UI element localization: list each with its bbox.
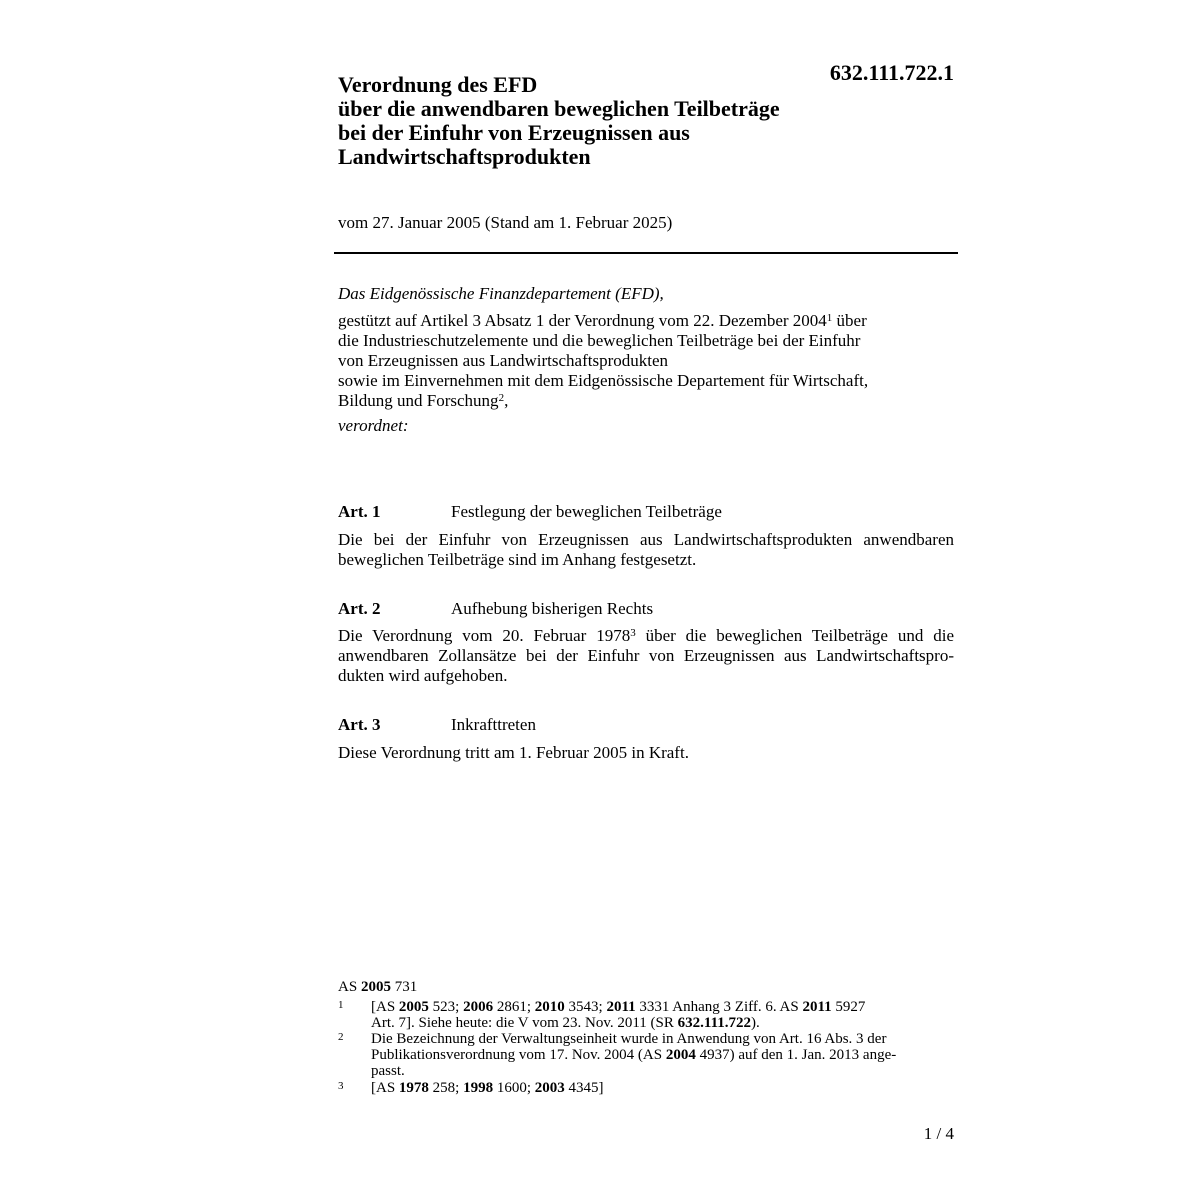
header-divider	[334, 252, 958, 254]
article-title: Inkrafttreten	[451, 715, 536, 734]
as-reference: AS 2005 731	[338, 979, 418, 995]
article-title: Festlegung der beweglichen Teilbeträge	[451, 502, 722, 521]
footnote-1	[338, 999, 954, 1031]
document-title	[338, 73, 898, 169]
preamble	[338, 311, 958, 411]
article-title: Aufhebung bisherigen Rechts	[451, 599, 654, 618]
footnote-line: passt.	[371, 1063, 405, 1079]
footnote-line: [AS 1978 258; 1998 1600; 2003 4345]	[371, 1080, 604, 1096]
article-1-body	[338, 530, 954, 570]
title-line: über die anwendbaren beweglichen Teilbeträge	[338, 96, 780, 121]
footnote-ref-3[interactable]: 3	[630, 627, 636, 639]
article-2-body	[338, 626, 954, 686]
footnote-3	[338, 1080, 954, 1096]
issuing-authority: Das Eidgenössische Finanzdepartement (EFD),	[338, 284, 664, 303]
footnote-line: Die Bezeichnung der Verwaltungseinheit wurde in Anwendung von Art. 16 Abs. 3 der	[371, 1031, 887, 1047]
preamble-line: gestützt auf Artikel 3 Absatz 1 der Verordnung vom 22. Dezember 2004$^1$ über	[338, 311, 867, 330]
page-number: 1 / 4	[923, 1124, 954, 1143]
footnote-ref-2[interactable]: 2	[498, 392, 505, 404]
sr-number: 632.111.722.1	[829, 60, 954, 85]
preamble-line: sowie im Einvernehmen mit dem Eidgenössische Departement für Wirtschaft,	[338, 371, 869, 390]
enacting-clause: verordnet:	[338, 416, 409, 435]
title-line: Verordnung des EFD	[338, 72, 538, 97]
article-line: Die Verordnung vom 20. Februar 1978$^3$ über die beweglichen Teilbeträge und die	[338, 626, 954, 645]
article-number: Art. 1	[338, 502, 381, 521]
preamble-line: die Industrieschutzelemente und die beweglichen Teilbeträge bei der Einfuhr	[338, 331, 861, 350]
sr-link[interactable]: 632.111.722	[677, 1015, 752, 1031]
article-3-heading	[338, 714, 958, 736]
article-line: Die bei der Einfuhr von Erzeugnissen aus Landwirtschaftsprodukten anwendbaren	[338, 530, 954, 549]
article-1-heading	[338, 501, 958, 523]
footnote-line: Art. 7]. Siehe heute: die V vom 23. Nov. 2011 (SR 632.111.722).	[371, 1015, 760, 1031]
article-line: Diese Verordnung tritt am 1. Februar 2005 in Kraft.	[338, 743, 689, 762]
footnote-mark: 2	[338, 1031, 344, 1043]
footnote-mark: 1	[338, 999, 344, 1011]
article-line: dukten wird aufgehoben.	[338, 666, 508, 685]
article-line: anwendbaren Zollansätze bei der Einfuhr von Erzeugnissen aus Landwirtschaftspro-	[338, 646, 954, 665]
title-line: bei der Einfuhr von Erzeugnissen aus	[338, 120, 690, 145]
article-line: beweglichen Teilbeträge sind im Anhang festgesetzt.	[338, 550, 697, 569]
footnote-2	[338, 1031, 954, 1079]
preamble-line: von Erzeugnissen aus Landwirtschaftsprodukten	[338, 351, 668, 370]
document-date: vom 27. Januar 2005 (Stand am 1. Februar 2025)	[338, 213, 673, 232]
footnote-line: [AS 2005 523; 2006 2861; 2010 3543; 2011 3331 Anhang 3 Ziff. 6. AS 2011 5927	[371, 999, 866, 1015]
footnote-mark: 3	[338, 1080, 344, 1092]
article-2-heading	[338, 598, 958, 620]
footnote-ref-1[interactable]: 1	[826, 312, 833, 324]
article-3-body	[338, 743, 954, 763]
preamble-line: Bildung und Forschung$^2$,	[338, 391, 509, 410]
footnote-line: Publikationsverordnung vom 17. Nov. 2004 (AS 2004 4937) auf den 1. Jan. 2013 ange-	[371, 1047, 897, 1063]
article-number: Art. 2	[338, 599, 381, 618]
article-number: Art. 3	[338, 715, 381, 734]
title-line: Landwirtschaftsprodukten	[338, 144, 591, 169]
